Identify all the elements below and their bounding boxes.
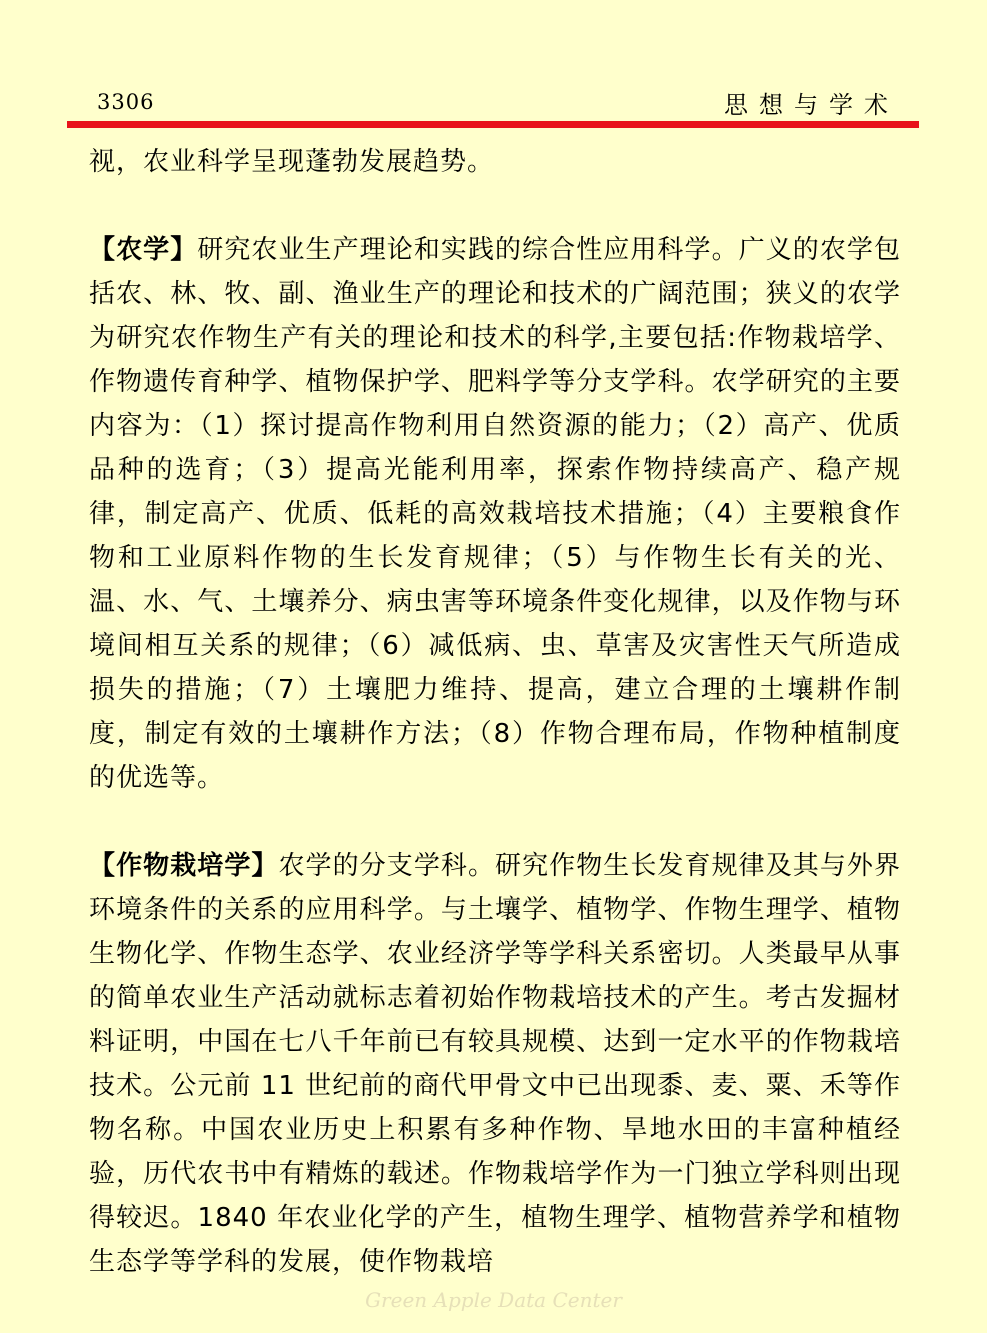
entry-text: 研究农业生产理论和实践的综合性应用科学。广义的农学包括农、林、牧、副、渔业生产的理论和技术的广阔范围；狭义的农学为研究农作物生产有关的理论和技术的科学,主要包括:作物栽培学、作物遗传育种学、植物保护学、肥料学等分支学科。农学研究的主要内容为：（1）探讨提高作物利用自然资源的能力；（2）高产、优质品种的选育；（3）提高光能利用率，探索作物持续高产、稳产规律，制定高产、优质、低耗的高效栽培技术措施；（4）主要粮食作物和工业原料作物的生长发育规律；（5）与作物生长有关的光、温、水、气、土壤养分、病虫害等环境条件变化规律，以及作物与环境间相互关系的规律；（6）减低病、虫、草害及灾害性天气所造成损失的措施；（7）土壤肥力维持、提高，建立合理的土壤耕作制度，制定有效的土壤耕作方法；（8）作物合理布局，作物种植制度的优选等。 [89,235,901,793]
watermark: Green Apple Data Center [365,1288,622,1312]
page-header [0,0,987,130]
paragraph-gap [89,184,901,228]
page-number: 3306 [97,90,155,114]
entry-text: 农学的分支学科。研究作物生长发育规律及其与外界环境条件的关系的应用科学。与土壤学、植物学、作物生理学、植物生物化学、作物生态学、农业经济学等学科关系密切。人类最早从事的简单农业生产活动就标志着初始作物栽培技术的产生。考古发掘材料证明，中国在七八千年前已有较具规模、达到一定水平的作物栽培技术。公元前 11 世纪前的商代甲骨文中已出现黍、麦、粟、禾等作物名称。中国农业历史上积累有多种作物、旱地水田的丰富种植经验，历代农书中有精炼的载述。作物栽培学作为一门独立学科则出现得较迟。1840 年农业化学的产生，植物生理学、植物营养学和植物生态学等学科的发展，使作物栽培 [89,851,901,1277]
journal-title: 思想与学术 [724,91,899,119]
paragraph-gap [89,800,901,844]
entry-agronomy [89,228,901,800]
intro-paragraph: 视，农业科学呈现蓬勃发展趋势。 [89,147,495,177]
article-body [89,140,901,1284]
entry-term: 【农学】 [89,235,198,265]
entry-crop-cultivation [89,844,901,1284]
header-rule [67,121,919,128]
entry-term: 【作物栽培学】 [89,851,279,881]
